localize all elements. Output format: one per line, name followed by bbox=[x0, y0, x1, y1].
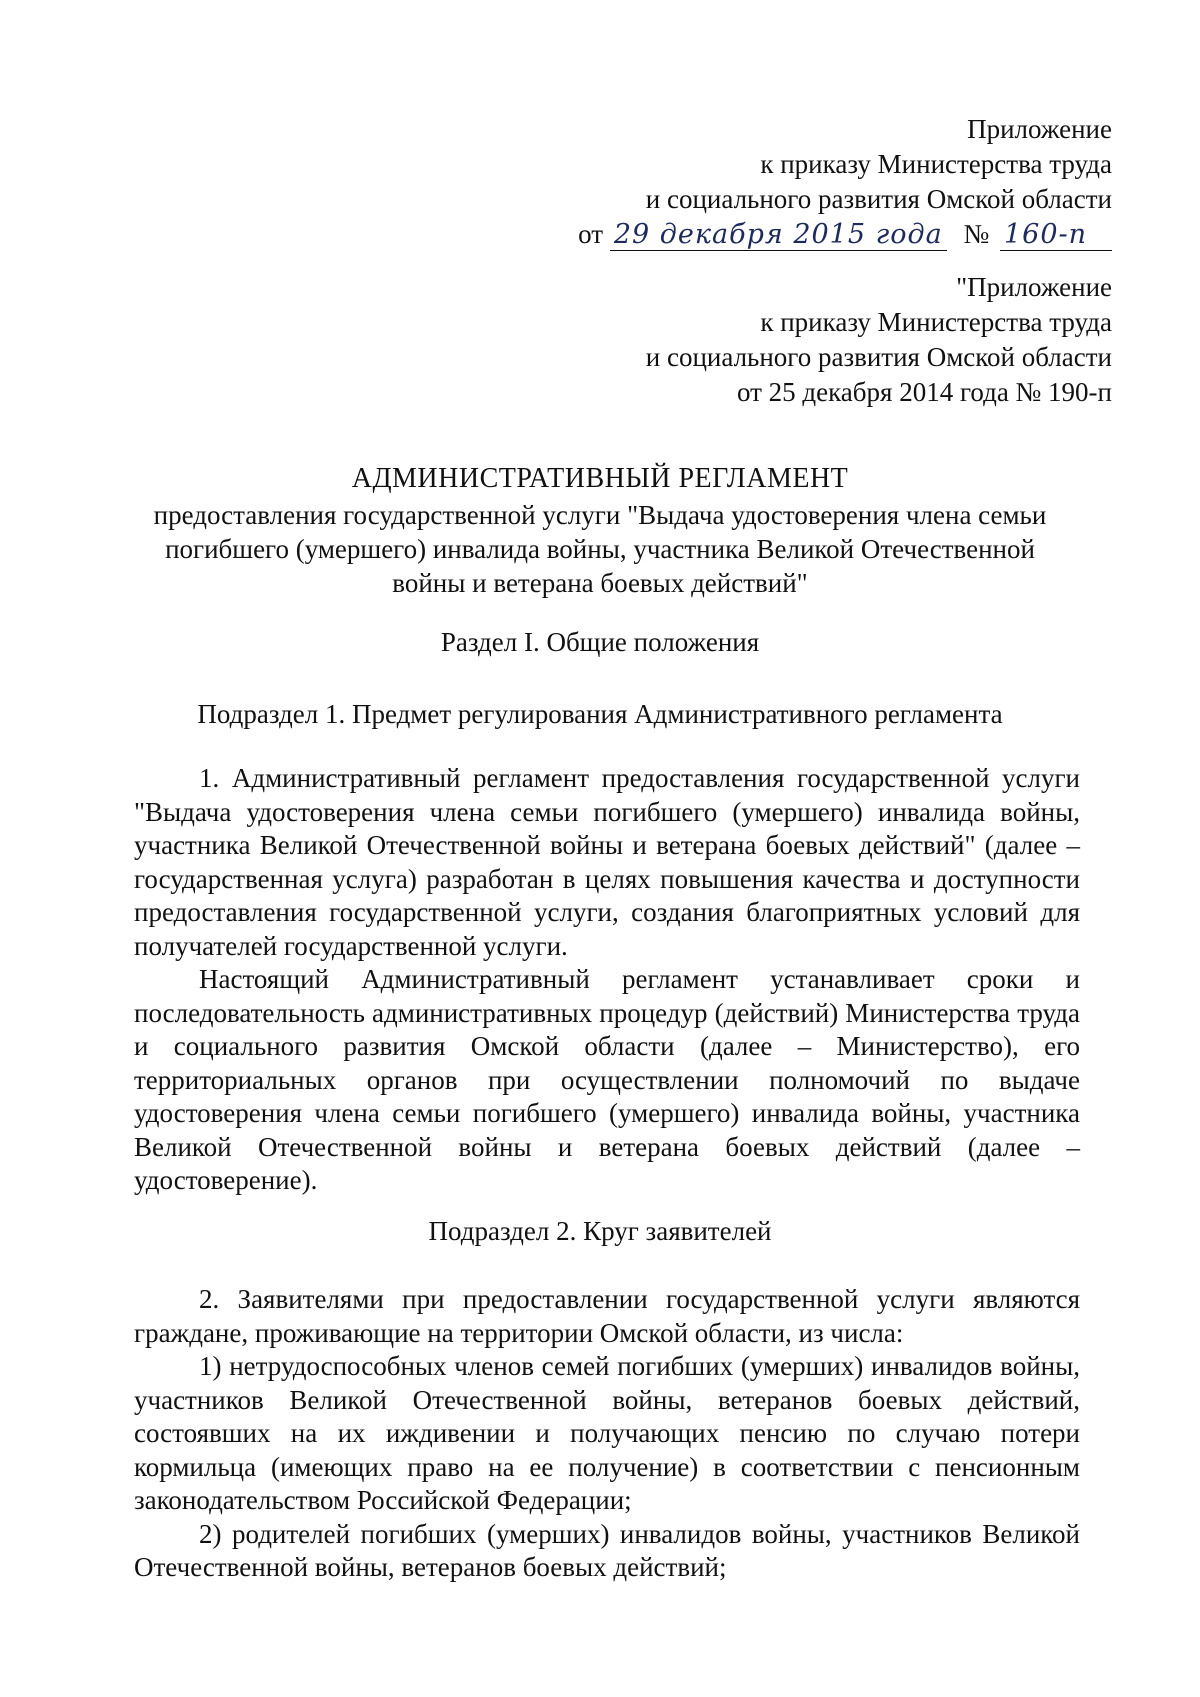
order-header-line: Приложение bbox=[967, 114, 1112, 144]
previous-header-line: и социального развития Омской области bbox=[645, 342, 1112, 372]
subsection-heading: Подраздел 1. Предмет регулирования Административного регламента bbox=[197, 699, 1003, 729]
previous-order-header bbox=[646, 270, 1112, 410]
order-header-line: к приказу Министерства труда bbox=[760, 149, 1112, 179]
order-header bbox=[578, 112, 1112, 252]
paragraph: 1) нетрудоспособных членов семей погибших (умерших) инвалидов войны, участников Великой Отечественной войны, ветеранов боевых действий, состоявших на их иждивении и получающих пенсию по случаю потери кормильца (имеющих право на ее получение) в соответствии с пенсионным законодательством Российской Федерации; bbox=[134, 1351, 1080, 1515]
previous-header-line: "Приложение bbox=[956, 272, 1112, 302]
paragraph: 2) родителей погибших (умерших) инвалидов войны, участников Великой Отечественной войны, ветеранов боевых действий; bbox=[134, 1518, 1080, 1582]
paragraph: 2. Заявителями при предоставлении государственной услуги являются граждане, проживающие на территории Омской области, из числа: bbox=[134, 1284, 1080, 1348]
order-date-number-line bbox=[578, 217, 1112, 252]
subsection-2-body bbox=[134, 1283, 1080, 1585]
previous-header-line: к приказу Министерства труда bbox=[760, 307, 1112, 337]
document-title bbox=[120, 462, 1080, 600]
order-header-line: и социального развития Омской области bbox=[645, 184, 1112, 214]
previous-header-line: от 25 декабря 2014 года № 190-п bbox=[736, 377, 1112, 407]
title-line: предоставления государственной услуги "Выдача удостоверения члена семьи bbox=[153, 500, 1047, 530]
subsection-heading: Подраздел 2. Круг заявителей bbox=[428, 1216, 772, 1246]
subsection-1-body bbox=[134, 762, 1080, 1198]
title-line: войны и ветерана боевых действий" bbox=[392, 568, 808, 598]
from-label: от bbox=[578, 219, 604, 249]
handwritten-number: 160-п bbox=[1000, 220, 1112, 251]
title-line: погибшего (умершего) инвалида войны, участника Великой Отечественной bbox=[165, 534, 1035, 564]
number-label: № bbox=[963, 219, 990, 249]
handwritten-date: 29 декабря 2015 года bbox=[610, 220, 947, 251]
page-title: АДМИНИСТРАТИВНЫЙ РЕГЛАМЕНТ bbox=[351, 463, 849, 494]
section-heading: Раздел I. Общие положения bbox=[440, 627, 760, 657]
paragraph: Настоящий Административный регламент устанавливает сроки и последовательность административных процедур (действий) Министерства труда и социального развития Омской области (далее – Министерство), его территориальных органов при осуществлении полномочий по выдаче удостоверения члена семьи погибшего (умершего) инвалида войны, участника Великой Отечественной войны и ветерана боевых действий (далее – удостоверение). bbox=[134, 964, 1080, 1195]
paragraph: 1. Административный регламент предоставления государственной услуги "Выдача удостоверения члена семьи погибшего (умершего) инвалида войны, участника Великой Отечественной войны и ветерана боевых действий" (далее – государственная услуга) разработан в целях повышения качества и доступности предоставления государственной услуги, создания благоприятных условий для получателей государственной услуги. bbox=[134, 763, 1080, 961]
